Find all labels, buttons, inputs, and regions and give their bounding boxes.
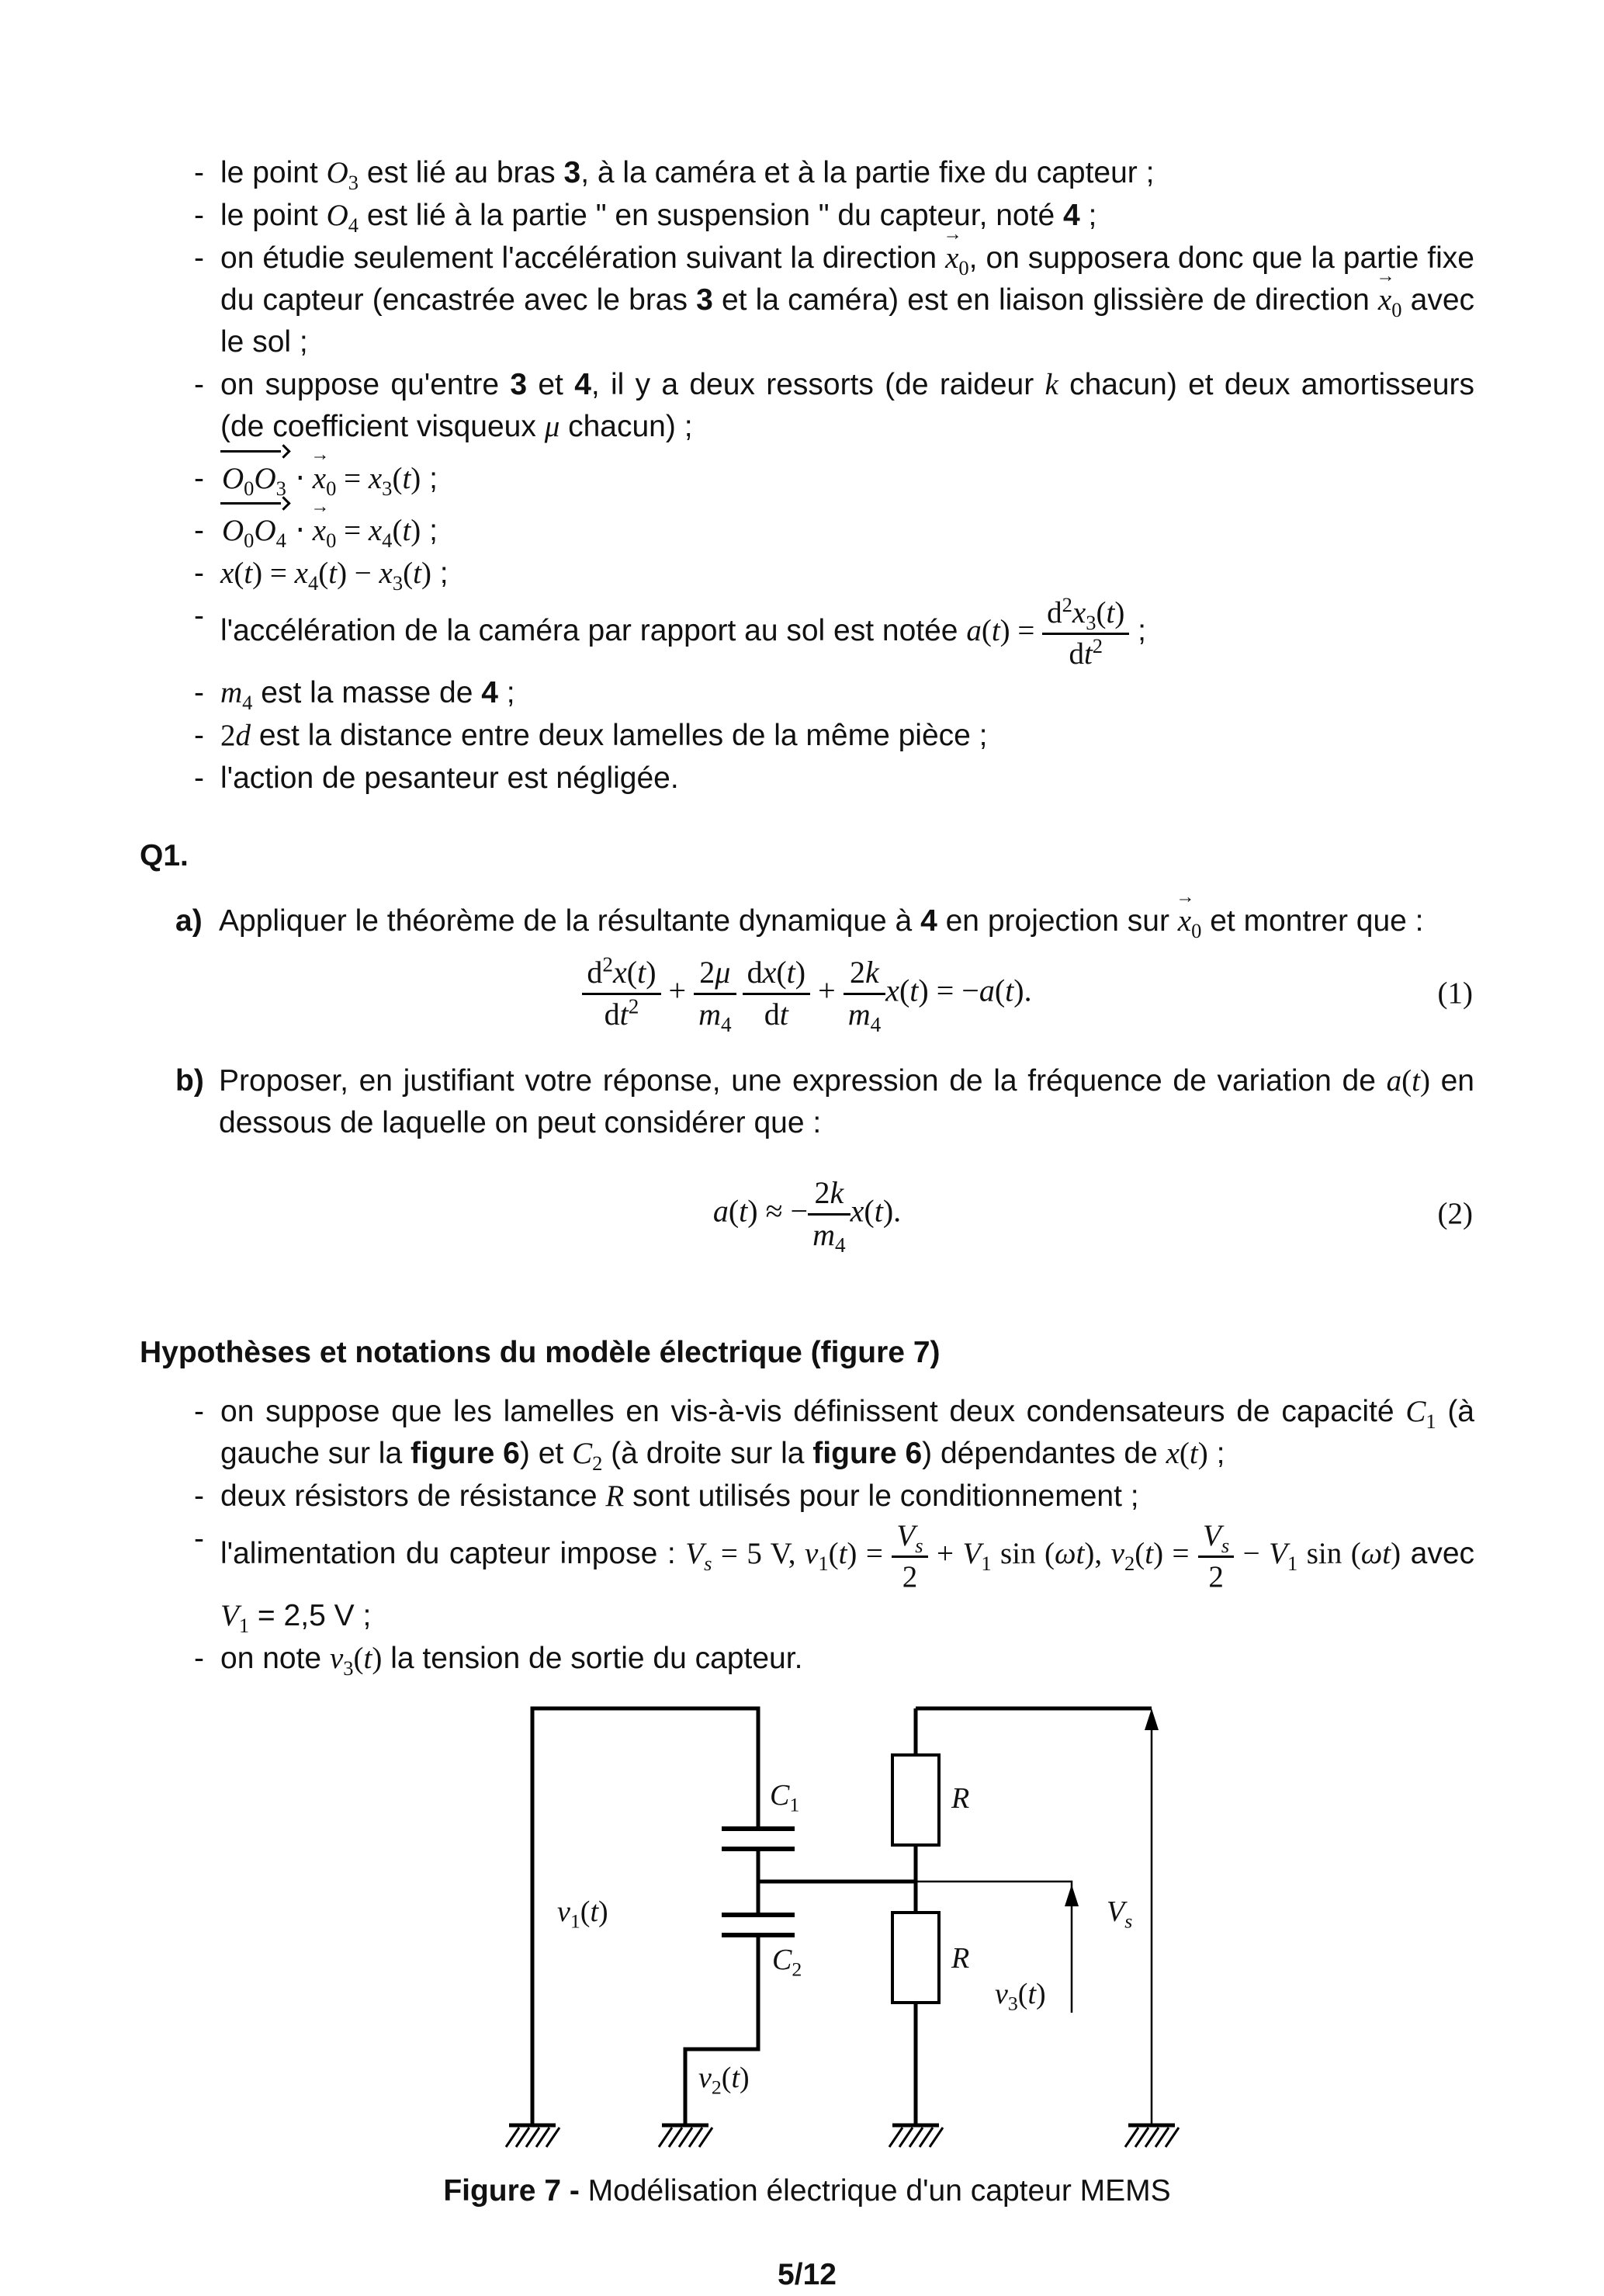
circuit-figure <box>481 1691 1211 2156</box>
list-dash: - <box>194 1641 204 1675</box>
list-item <box>140 1518 1474 1636</box>
list-item <box>140 238 1474 363</box>
equation-2: a(t) ≈ − $\frac{2k}{m_4}$ x(t). <box>712 1175 902 1257</box>
voltage-arrowheads <box>1065 1708 1159 1906</box>
electrical-hypotheses-list <box>140 1391 1474 1679</box>
list-item <box>140 152 1474 194</box>
question-1b <box>140 1060 1474 1144</box>
list-dash: - <box>194 241 204 275</box>
resistor-r1 <box>892 1755 939 1845</box>
ground-symbol <box>506 2125 559 2147</box>
hypothesis-text: on étudie seulement l'accélération suivant la direction $x \to_0$, on supposera donc que la partie fixe du capteur (encastrée avec le bras 3 et la caméra) est en liaison glissière de direction $x \to_0$ avec le sol ; <box>220 238 1474 363</box>
v3-label: $v_3(t)$ <box>995 1977 1046 2015</box>
ground-symbol <box>889 2125 943 2147</box>
circuit-wires <box>532 1708 1152 2124</box>
list-dash: - <box>194 599 204 633</box>
capacitor-c2-plates <box>722 1915 795 1935</box>
list-item <box>140 672 1474 714</box>
question-1a <box>140 900 1474 942</box>
hypothesis-text: on note $v_3(t)$ la tension de sortie du capteur. <box>220 1641 803 1680</box>
list-item <box>140 195 1474 237</box>
list-dash: - <box>194 557 204 590</box>
list-dash: - <box>194 761 204 796</box>
electrical-hypotheses-heading: Hypothèses et notations du modèle électrique (figure 7) <box>140 1336 941 1370</box>
list-item <box>140 1638 1474 1680</box>
hypothesis-text: deux résistors de résistance R sont utilisés pour le conditionnement ; <box>220 1479 1139 1514</box>
list-dash: - <box>194 199 204 232</box>
ground-symbol <box>1125 2125 1179 2147</box>
resistor-r1-label: R <box>951 1781 970 1815</box>
hypothesis-text: $m_4$ est la masse de 4 ; <box>220 676 515 715</box>
v3-arrowhead <box>1065 1885 1079 1906</box>
hypothesis-text: $O_0O_3 \cdot x \to_0 = x_3(t)$ ; <box>220 458 1474 500</box>
vs-arrowhead <box>1145 1708 1159 1730</box>
hypothesis-text: on suppose qu'entre 3 et 4, il y a deux ressorts (de raideur k chacun) et deux amortisseurs (de coefficient visqueux μ chacun) ; <box>220 368 1474 443</box>
hypothesis-text: l'action de pesanteur est négligée. <box>220 761 679 796</box>
capacitor-c1-plates <box>722 1829 795 1849</box>
list-item <box>140 758 1474 799</box>
list-item <box>140 364 1474 448</box>
list-dash: - <box>194 1395 204 1429</box>
figure-7-caption: Figure 7 - Modélisation électrique d'un capteur MEMS <box>443 2173 1171 2208</box>
question-1-label: Q1. <box>140 839 189 873</box>
list-item <box>140 1476 1474 1517</box>
v2-label: $v_2(t)$ <box>698 2061 750 2099</box>
list-dash: - <box>194 514 204 547</box>
list-item <box>140 553 1474 595</box>
list-item <box>140 449 1474 500</box>
figure-7 <box>140 1691 1474 2212</box>
hypothesis-text: le point $O_3$ est lié au bras 3, à la caméra et à la partie fixe du capteur ; <box>220 156 1155 194</box>
list-item <box>140 595 1474 671</box>
ground-symbol <box>659 2125 712 2147</box>
hypothesis-text: on suppose que les lamelles en vis-à-vis définissent deux condensateurs de capacité $C_1$ (à gauche sur la figure 6) et $C_2$ (à droite sur la figure 6) dépendantes de x(t) ; <box>220 1395 1474 1476</box>
capacitor-c1-label: $C_1$ <box>770 1778 800 1816</box>
hypothesis-text: $O_0O_4 \cdot x \to_0 = x_4(t)$ ; <box>220 510 1474 552</box>
list-dash: - <box>194 1479 204 1514</box>
ground-symbols <box>506 2125 1179 2147</box>
wire-v2-branch <box>685 1937 758 2124</box>
hypothesis-text: 2d est la distance entre deux lamelles de la même pièce ; <box>220 719 988 753</box>
list-item <box>140 501 1474 552</box>
equation-1-row <box>140 950 1474 1037</box>
list-dash: - <box>194 156 204 189</box>
question-1a-label: a) <box>175 904 203 938</box>
list-dash: - <box>194 368 204 401</box>
list-dash: - <box>194 1522 204 1556</box>
resistor-r2-label: R <box>951 1941 970 1975</box>
hypothesis-text: l'accélération de la caméra par rapport au sol est notée a(t) = $\frac{d^2x_3(t)}{dt^2}$ ; <box>220 593 1147 671</box>
question-1b-text: Proposer, en justifiant votre réponse, une expression de la fréquence de variation de a(t) en dessous de laquelle on peut considérer que : <box>219 1064 1475 1140</box>
list-item <box>140 715 1474 757</box>
mechanical-hypotheses-list <box>140 152 1474 799</box>
equation-1-number: (1) <box>1437 976 1473 1011</box>
question-1a-text: Appliquer le théorème de la résultante dynamique à 4 en projection sur $x \to_0$ et montrer que : <box>219 900 1474 942</box>
hypothesis-text: le point $O_4$ est lié à la partie " en suspension " du capteur, noté 4 ; <box>220 199 1097 237</box>
list-item <box>140 1391 1474 1475</box>
list-dash: - <box>194 676 204 710</box>
equation-2-row <box>140 1171 1474 1257</box>
equation-1: $\frac{d^2x(t)}{dt^2}$ + $\frac{2\mu}{m_4}$ $\frac{dx(t)}{dt}$ + $\frac{2k}{m_4}$ x(t) = −a(t). <box>582 955 1031 1033</box>
list-dash: - <box>194 719 204 753</box>
question-1b-label: b) <box>175 1064 204 1098</box>
hypothesis-text: $x(t) = x_4(t) - x_3(t)$ ; <box>220 557 449 595</box>
vs-label: $V_s$ <box>1107 1895 1133 1933</box>
equation-2-number: (2) <box>1437 1197 1473 1231</box>
page-number: 5/12 <box>778 2257 837 2291</box>
v1-label: $v_1(t)$ <box>557 1895 608 1933</box>
capacitor-c2-label: $C_2$ <box>772 1943 802 1981</box>
resistor-r2 <box>892 1913 939 2003</box>
list-dash: - <box>194 462 204 495</box>
hypothesis-text: l'alimentation du capteur impose : $V_s = 5$ V, $v_1(t)$ = $\frac{V_s}{2}$ + $V_1$ sin (ωt), $v_2(t)$ = $\frac{V_s}{2}$ − $V_1$ sin (ωt) avec $V_1 = 2,5$ V ; <box>220 1519 1475 1637</box>
